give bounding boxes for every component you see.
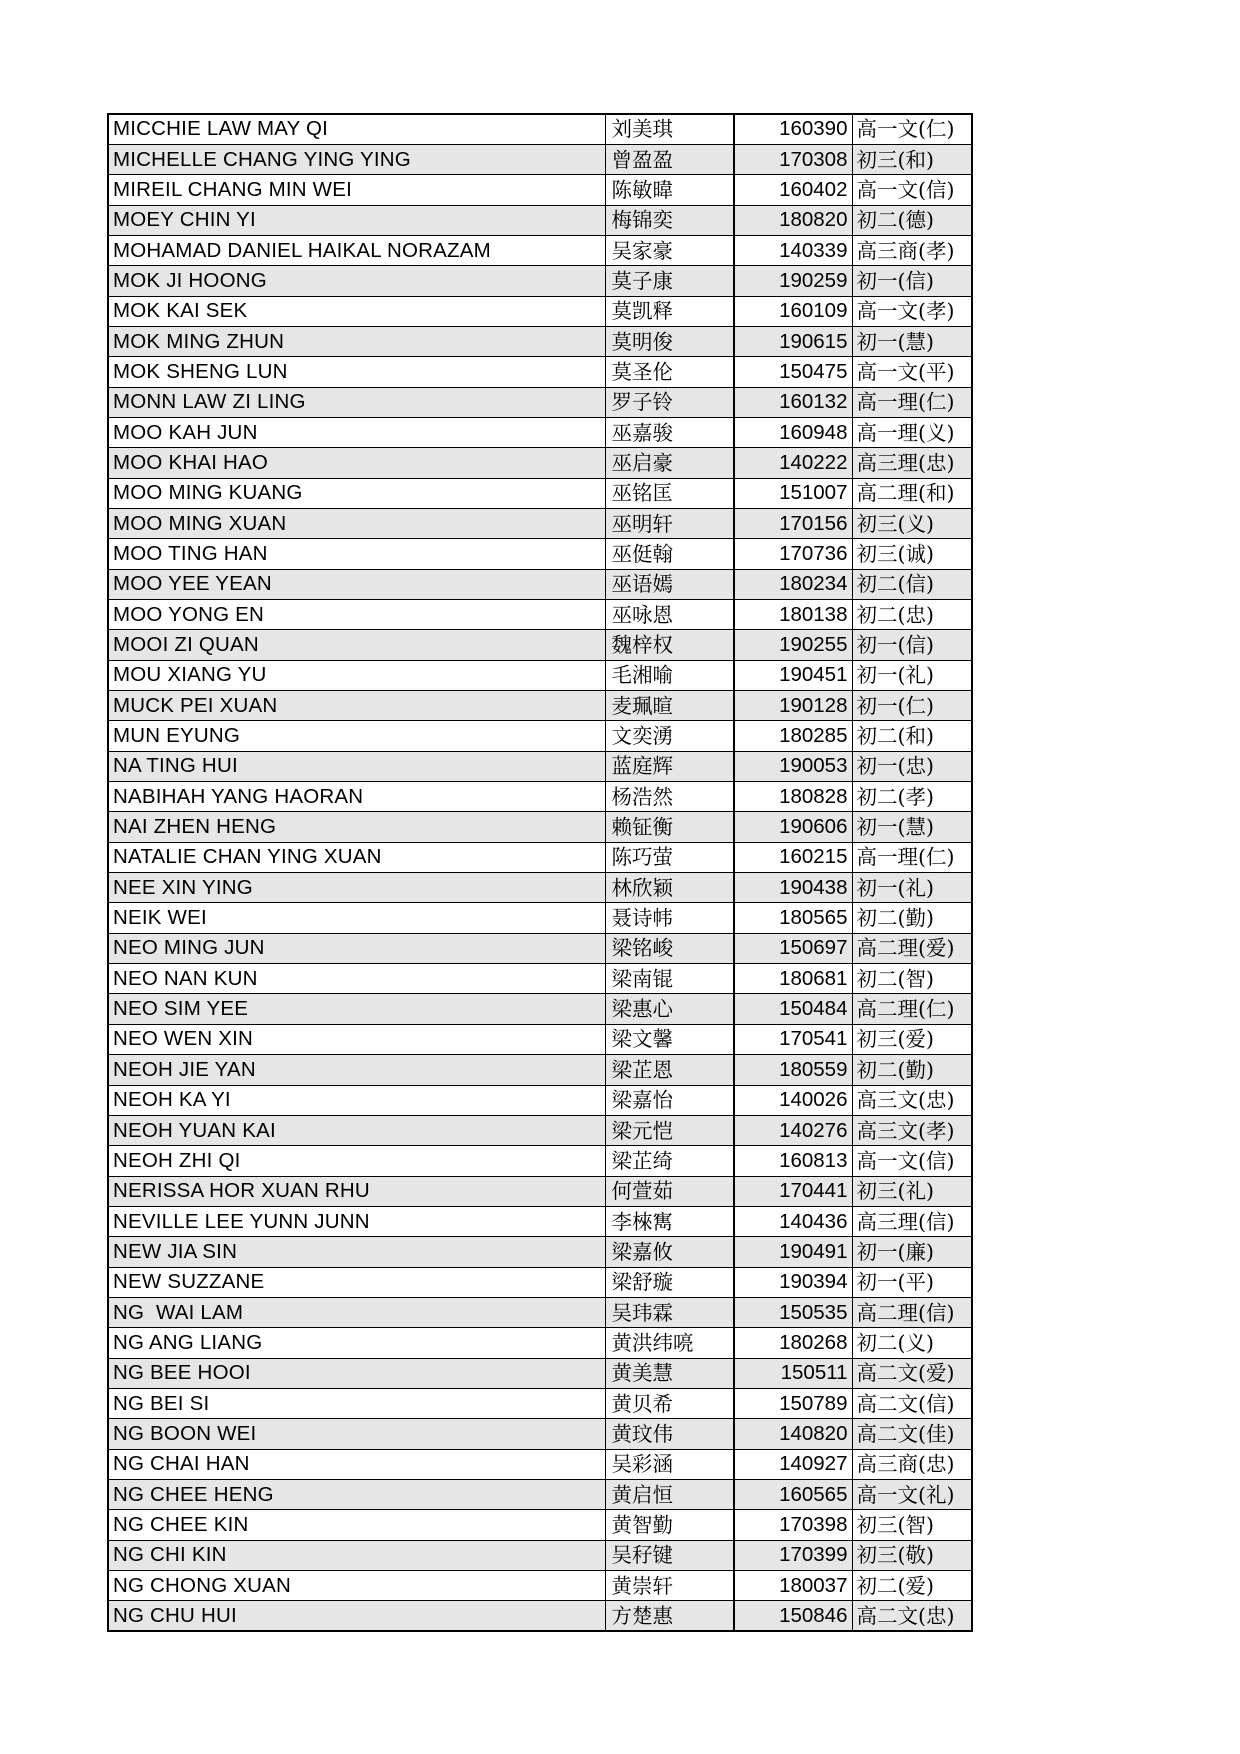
class-cell: 初一(信) xyxy=(852,266,972,296)
table-row xyxy=(108,1055,972,1085)
class-cell: 初三(爱) xyxy=(852,1024,972,1054)
student-name-cell: NEW SUZZANE xyxy=(108,1267,605,1297)
chinese-name-cell: 吴秄键 xyxy=(605,1540,734,1570)
chinese-name-cell: 巫嘉骏 xyxy=(605,417,734,447)
class-cell: 高三文(忠) xyxy=(852,1085,972,1115)
class-cell: 初三(智) xyxy=(852,1510,972,1540)
chinese-name-cell: 吴家豪 xyxy=(605,235,734,265)
table-row xyxy=(108,296,972,326)
student-id-cell: 140222 xyxy=(734,448,852,478)
student-name-cell: NEOH ZHI QI xyxy=(108,1146,605,1176)
student-name-cell: NEO WEN XIN xyxy=(108,1024,605,1054)
student-id-cell: 170399 xyxy=(734,1540,852,1570)
class-cell: 初一(忠) xyxy=(852,751,972,781)
class-cell: 高一理(义) xyxy=(852,417,972,447)
class-cell: 初二(忠) xyxy=(852,600,972,630)
student-name-cell: NEOH JIE YAN xyxy=(108,1055,605,1085)
class-cell: 高一文(礼) xyxy=(852,1479,972,1509)
student-id-cell: 150789 xyxy=(734,1388,852,1418)
table-row xyxy=(108,782,972,812)
student-id-cell: 190053 xyxy=(734,751,852,781)
class-cell: 高三理(信) xyxy=(852,1206,972,1236)
student-id-cell: 180559 xyxy=(734,1055,852,1085)
student-id-cell: 160132 xyxy=(734,387,852,417)
student-name-cell: NABIHAH YANG HAORAN xyxy=(108,782,605,812)
student-id-cell: 160813 xyxy=(734,1146,852,1176)
chinese-name-cell: 莫明俊 xyxy=(605,326,734,356)
student-id-cell: 160215 xyxy=(734,842,852,872)
chinese-name-cell: 陈敏暐 xyxy=(605,175,734,205)
student-id-cell: 140276 xyxy=(734,1115,852,1145)
class-cell: 高一文(仁) xyxy=(852,114,972,144)
table-row xyxy=(108,478,972,508)
chinese-name-cell: 黄崇轩 xyxy=(605,1571,734,1601)
class-cell: 初一(仁) xyxy=(852,691,972,721)
chinese-name-cell: 黄智勤 xyxy=(605,1510,734,1540)
student-name-cell: MOO YEE YEAN xyxy=(108,569,605,599)
chinese-name-cell: 赖钲衡 xyxy=(605,812,734,842)
student-name-cell: MOK KAI SEK xyxy=(108,296,605,326)
student-id-cell: 160109 xyxy=(734,296,852,326)
chinese-name-cell: 何萱茹 xyxy=(605,1176,734,1206)
student-name-cell: NG WAI LAM xyxy=(108,1297,605,1327)
student-name-cell: MOU XIANG YU xyxy=(108,660,605,690)
student-id-cell: 190615 xyxy=(734,326,852,356)
table-row xyxy=(108,600,972,630)
chinese-name-cell: 梁南锟 xyxy=(605,964,734,994)
student-name-cell: NEO SIM YEE xyxy=(108,994,605,1024)
chinese-name-cell: 莫凯释 xyxy=(605,296,734,326)
student-name-cell: NEOH YUAN KAI xyxy=(108,1115,605,1145)
chinese-name-cell: 陈巧萤 xyxy=(605,842,734,872)
student-id-cell: 170736 xyxy=(734,539,852,569)
chinese-name-cell: 吴彩涵 xyxy=(605,1449,734,1479)
student-id-cell: 170308 xyxy=(734,144,852,174)
table-row xyxy=(108,994,972,1024)
class-cell: 高三理(忠) xyxy=(852,448,972,478)
chinese-name-cell: 梁舒璇 xyxy=(605,1267,734,1297)
table-row xyxy=(108,691,972,721)
table-row xyxy=(108,903,972,933)
class-cell: 高一文(信) xyxy=(852,1146,972,1176)
student-id-cell: 150484 xyxy=(734,994,852,1024)
student-id-cell: 150846 xyxy=(734,1601,852,1631)
student-name-cell: MOO MING XUAN xyxy=(108,508,605,538)
student-name-cell: NG CHEE HENG xyxy=(108,1479,605,1509)
student-id-cell: 170441 xyxy=(734,1176,852,1206)
class-cell: 初二(和) xyxy=(852,721,972,751)
chinese-name-cell: 黄玟伟 xyxy=(605,1419,734,1449)
table-row xyxy=(108,1358,972,1388)
class-cell: 高二文(佳) xyxy=(852,1419,972,1449)
class-cell: 初二(信) xyxy=(852,569,972,599)
class-cell: 初二(孝) xyxy=(852,782,972,812)
class-cell: 高一理(仁) xyxy=(852,387,972,417)
table-row xyxy=(108,1479,972,1509)
student-id-cell: 140436 xyxy=(734,1206,852,1236)
student-id-cell: 190259 xyxy=(734,266,852,296)
class-cell: 高二文(爱) xyxy=(852,1358,972,1388)
table-row xyxy=(108,539,972,569)
table-row xyxy=(108,812,972,842)
class-cell: 高一文(平) xyxy=(852,357,972,387)
student-id-cell: 180285 xyxy=(734,721,852,751)
student-id-cell: 190438 xyxy=(734,873,852,903)
chinese-name-cell: 吴玮霖 xyxy=(605,1297,734,1327)
roster-body xyxy=(108,114,972,1631)
student-id-cell: 150511 xyxy=(734,1358,852,1388)
table-row xyxy=(108,751,972,781)
student-name-cell: MOK JI HOONG xyxy=(108,266,605,296)
student-name-cell: NG CHU HUI xyxy=(108,1601,605,1631)
chinese-name-cell: 曾盈盈 xyxy=(605,144,734,174)
table-row xyxy=(108,144,972,174)
student-name-cell: NAI ZHEN HENG xyxy=(108,812,605,842)
chinese-name-cell: 魏梓权 xyxy=(605,630,734,660)
student-name-cell: NEIK WEI xyxy=(108,903,605,933)
table-row xyxy=(108,660,972,690)
chinese-name-cell: 莫子康 xyxy=(605,266,734,296)
chinese-name-cell: 杨浩然 xyxy=(605,782,734,812)
student-name-cell: MUN EYUNG xyxy=(108,721,605,751)
student-name-cell: NERISSA HOR XUAN RHU xyxy=(108,1176,605,1206)
class-cell: 初三(诚) xyxy=(852,539,972,569)
student-name-cell: NEO MING JUN xyxy=(108,933,605,963)
class-cell: 高一理(仁) xyxy=(852,842,972,872)
table-row xyxy=(108,1388,972,1418)
student-id-cell: 180037 xyxy=(734,1571,852,1601)
table-row xyxy=(108,1024,972,1054)
chinese-name-cell: 黄洪纬喨 xyxy=(605,1328,734,1358)
student-id-cell: 170156 xyxy=(734,508,852,538)
student-name-cell: MICHELLE CHANG YING YING xyxy=(108,144,605,174)
table-row xyxy=(108,1328,972,1358)
student-id-cell: 180820 xyxy=(734,205,852,235)
class-cell: 高二文(忠) xyxy=(852,1601,972,1631)
table-row xyxy=(108,1206,972,1236)
student-name-cell: MOOI ZI QUAN xyxy=(108,630,605,660)
chinese-name-cell: 莫圣伦 xyxy=(605,357,734,387)
table-row xyxy=(108,448,972,478)
table-row xyxy=(108,1237,972,1267)
class-cell: 高三文(孝) xyxy=(852,1115,972,1145)
class-cell: 初一(廉) xyxy=(852,1237,972,1267)
student-id-cell: 190255 xyxy=(734,630,852,660)
student-name-cell: NG BEI SI xyxy=(108,1388,605,1418)
table-row xyxy=(108,266,972,296)
chinese-name-cell: 巫铭匡 xyxy=(605,478,734,508)
student-name-cell: MOHAMAD DANIEL HAIKAL NORAZAM xyxy=(108,235,605,265)
chinese-name-cell: 梁芷恩 xyxy=(605,1055,734,1085)
student-id-cell: 170398 xyxy=(734,1510,852,1540)
table-row xyxy=(108,1115,972,1145)
chinese-name-cell: 梁铭峻 xyxy=(605,933,734,963)
table-row xyxy=(108,114,972,144)
chinese-name-cell: 巫咏恩 xyxy=(605,600,734,630)
student-name-cell: MOO KHAI HAO xyxy=(108,448,605,478)
class-cell: 初三(敬) xyxy=(852,1540,972,1570)
student-name-cell: MOO YONG EN xyxy=(108,600,605,630)
table-row xyxy=(108,1267,972,1297)
student-name-cell: NG BOON WEI xyxy=(108,1419,605,1449)
class-cell: 高一文(信) xyxy=(852,175,972,205)
table-row xyxy=(108,1510,972,1540)
chinese-name-cell: 刘美琪 xyxy=(605,114,734,144)
table-row xyxy=(108,630,972,660)
table-row xyxy=(108,387,972,417)
table-row xyxy=(108,1297,972,1327)
class-cell: 高二理(和) xyxy=(852,478,972,508)
class-cell: 初三(和) xyxy=(852,144,972,174)
chinese-name-cell: 聂诗帏 xyxy=(605,903,734,933)
student-name-cell: MOO MING KUANG xyxy=(108,478,605,508)
class-cell: 初二(义) xyxy=(852,1328,972,1358)
class-cell: 初三(义) xyxy=(852,508,972,538)
table-row xyxy=(108,175,972,205)
table-row xyxy=(108,508,972,538)
class-cell: 高二文(信) xyxy=(852,1388,972,1418)
student-id-cell: 190606 xyxy=(734,812,852,842)
student-id-cell: 150535 xyxy=(734,1297,852,1327)
chinese-name-cell: 李棶寯 xyxy=(605,1206,734,1236)
table-row xyxy=(108,1146,972,1176)
class-cell: 高二理(爱) xyxy=(852,933,972,963)
chinese-name-cell: 梁嘉攸 xyxy=(605,1237,734,1267)
class-cell: 高二理(信) xyxy=(852,1297,972,1327)
chinese-name-cell: 蓝庭辉 xyxy=(605,751,734,781)
table-row xyxy=(108,417,972,447)
student-id-cell: 140820 xyxy=(734,1419,852,1449)
chinese-name-cell: 梁文馨 xyxy=(605,1024,734,1054)
class-cell: 初一(慧) xyxy=(852,326,972,356)
student-name-cell: NG CHONG XUAN xyxy=(108,1571,605,1601)
student-id-cell: 180681 xyxy=(734,964,852,994)
table-row xyxy=(108,964,972,994)
class-cell: 初一(慧) xyxy=(852,812,972,842)
student-name-cell: NEOH KA YI xyxy=(108,1085,605,1115)
student-name-cell: MIREIL CHANG MIN WEI xyxy=(108,175,605,205)
student-id-cell: 160402 xyxy=(734,175,852,205)
student-id-cell: 190128 xyxy=(734,691,852,721)
chinese-name-cell: 麦珮暄 xyxy=(605,691,734,721)
class-cell: 初一(信) xyxy=(852,630,972,660)
student-id-cell: 170541 xyxy=(734,1024,852,1054)
table-row xyxy=(108,357,972,387)
chinese-name-cell: 巫语嫣 xyxy=(605,569,734,599)
table-row xyxy=(108,1571,972,1601)
student-name-cell: NEVILLE LEE YUNN JUNN xyxy=(108,1206,605,1236)
class-cell: 初二(德) xyxy=(852,205,972,235)
student-name-cell: MOK MING ZHUN xyxy=(108,326,605,356)
student-id-cell: 140339 xyxy=(734,235,852,265)
student-name-cell: MONN LAW ZI LING xyxy=(108,387,605,417)
student-roster-table xyxy=(107,113,973,1632)
student-name-cell: NEO NAN KUN xyxy=(108,964,605,994)
student-name-cell: NG CHAI HAN xyxy=(108,1449,605,1479)
student-name-cell: MOEY CHIN YI xyxy=(108,205,605,235)
class-cell: 初二(勤) xyxy=(852,903,972,933)
table-row xyxy=(108,1540,972,1570)
chinese-name-cell: 巫明轩 xyxy=(605,508,734,538)
chinese-name-cell: 梁芷绮 xyxy=(605,1146,734,1176)
chinese-name-cell: 黄启恒 xyxy=(605,1479,734,1509)
chinese-name-cell: 梁惠心 xyxy=(605,994,734,1024)
student-id-cell: 180828 xyxy=(734,782,852,812)
student-id-cell: 190491 xyxy=(734,1237,852,1267)
chinese-name-cell: 方楚惠 xyxy=(605,1601,734,1631)
class-cell: 高三商(忠) xyxy=(852,1449,972,1479)
student-name-cell: NG CHEE KIN xyxy=(108,1510,605,1540)
student-id-cell: 190394 xyxy=(734,1267,852,1297)
student-name-cell: NG ANG LIANG xyxy=(108,1328,605,1358)
student-id-cell: 160948 xyxy=(734,417,852,447)
student-id-cell: 140026 xyxy=(734,1085,852,1115)
chinese-name-cell: 毛湘喻 xyxy=(605,660,734,690)
chinese-name-cell: 黄美慧 xyxy=(605,1358,734,1388)
chinese-name-cell: 罗子铃 xyxy=(605,387,734,417)
class-cell: 高一文(孝) xyxy=(852,296,972,326)
table-row xyxy=(108,873,972,903)
class-cell: 初二(智) xyxy=(852,964,972,994)
student-name-cell: NG CHI KIN xyxy=(108,1540,605,1570)
student-id-cell: 160565 xyxy=(734,1479,852,1509)
table-row xyxy=(108,1601,972,1631)
student-id-cell: 150697 xyxy=(734,933,852,963)
table-row xyxy=(108,721,972,751)
student-name-cell: MOO KAH JUN xyxy=(108,417,605,447)
student-id-cell: 190451 xyxy=(734,660,852,690)
chinese-name-cell: 梁嘉怡 xyxy=(605,1085,734,1115)
student-id-cell: 180138 xyxy=(734,600,852,630)
chinese-name-cell: 梁元恺 xyxy=(605,1115,734,1145)
chinese-name-cell: 林欣颖 xyxy=(605,873,734,903)
class-cell: 高二理(仁) xyxy=(852,994,972,1024)
student-id-cell: 180268 xyxy=(734,1328,852,1358)
class-cell: 高三商(孝) xyxy=(852,235,972,265)
student-id-cell: 180565 xyxy=(734,903,852,933)
chinese-name-cell: 巫启豪 xyxy=(605,448,734,478)
chinese-name-cell: 文奕湧 xyxy=(605,721,734,751)
class-cell: 初一(礼) xyxy=(852,873,972,903)
table-row xyxy=(108,205,972,235)
table-row xyxy=(108,326,972,356)
student-name-cell: NG BEE HOOI xyxy=(108,1358,605,1388)
student-id-cell: 180234 xyxy=(734,569,852,599)
student-name-cell: NEW JIA SIN xyxy=(108,1237,605,1267)
class-cell: 初二(爱) xyxy=(852,1571,972,1601)
student-name-cell: NA TING HUI xyxy=(108,751,605,781)
student-id-cell: 151007 xyxy=(734,478,852,508)
class-cell: 初一(平) xyxy=(852,1267,972,1297)
chinese-name-cell: 黄贝希 xyxy=(605,1388,734,1418)
student-name-cell: NEE XIN YING xyxy=(108,873,605,903)
chinese-name-cell: 巫侹翰 xyxy=(605,539,734,569)
student-name-cell: NATALIE CHAN YING XUAN xyxy=(108,842,605,872)
table-row xyxy=(108,1419,972,1449)
table-row xyxy=(108,235,972,265)
student-name-cell: MICCHIE LAW MAY QI xyxy=(108,114,605,144)
table-row xyxy=(108,1176,972,1206)
student-id-cell: 160390 xyxy=(734,114,852,144)
student-name-cell: MUCK PEI XUAN xyxy=(108,691,605,721)
table-row xyxy=(108,569,972,599)
table-row xyxy=(108,842,972,872)
student-name-cell: MOK SHENG LUN xyxy=(108,357,605,387)
student-id-cell: 150475 xyxy=(734,357,852,387)
student-name-cell: MOO TING HAN xyxy=(108,539,605,569)
class-cell: 初二(勤) xyxy=(852,1055,972,1085)
table-row xyxy=(108,1449,972,1479)
table-row xyxy=(108,1085,972,1115)
student-id-cell: 140927 xyxy=(734,1449,852,1479)
class-cell: 初三(礼) xyxy=(852,1176,972,1206)
table-row xyxy=(108,933,972,963)
class-cell: 初一(礼) xyxy=(852,660,972,690)
chinese-name-cell: 梅锦奕 xyxy=(605,205,734,235)
